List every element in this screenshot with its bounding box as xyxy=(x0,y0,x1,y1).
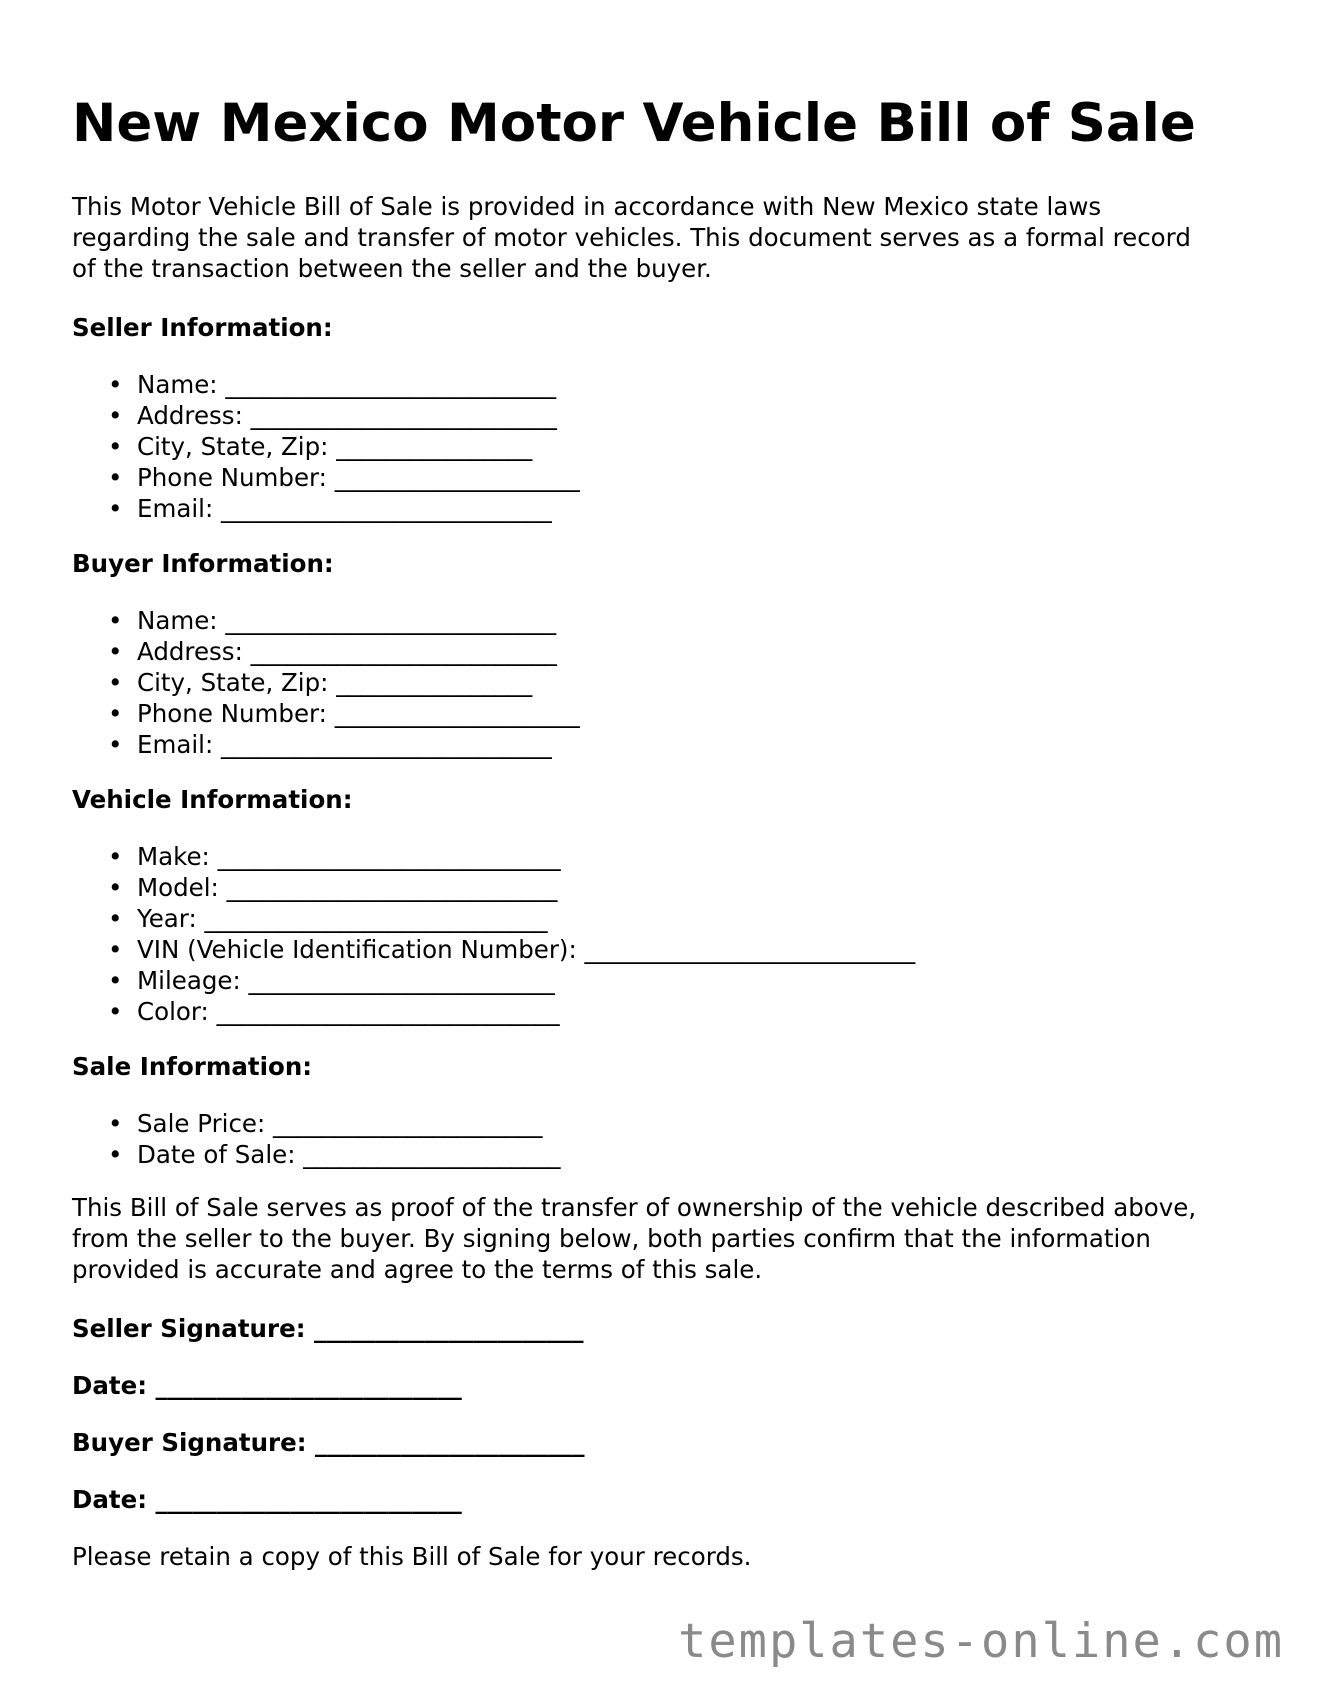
seller-city-state-zip-field[interactable]: • City, State, Zip: ________________ xyxy=(108,432,533,461)
sale-fields-list xyxy=(72,1108,561,1170)
bullet: • xyxy=(108,637,123,666)
seller-signature-line[interactable]: Seller Signature: ______________________ xyxy=(72,1314,584,1343)
seller-fields-list xyxy=(72,369,580,524)
bullet: • xyxy=(108,401,123,430)
bullet: • xyxy=(108,668,123,697)
buyer-name-field[interactable]: • Name: ___________________________ xyxy=(108,606,557,635)
bullet: • xyxy=(108,1109,123,1138)
bullet: • xyxy=(108,997,123,1026)
buyer-email-field[interactable]: • Email: ___________________________ xyxy=(108,730,552,759)
bullet: • xyxy=(108,873,123,902)
bullet: • xyxy=(108,730,123,759)
bullet: • xyxy=(108,904,123,933)
seller-heading: Seller Information: xyxy=(72,313,333,342)
buyer-address-field[interactable]: • Address: _________________________ xyxy=(108,637,557,666)
vehicle-vin-field[interactable]: • VIN (Vehicle Identification Number): ___________________________ xyxy=(108,935,916,964)
bullet: • xyxy=(108,1140,123,1169)
bullet: • xyxy=(108,463,123,492)
vehicle-model-field[interactable]: • Model: ___________________________ xyxy=(108,873,558,902)
seller-name-field[interactable]: • Name: ___________________________ xyxy=(108,370,557,399)
buyer-signature-line[interactable]: Buyer Signature: ______________________ xyxy=(72,1428,585,1457)
bullet: • xyxy=(108,494,123,523)
seller-address-field[interactable]: • Address: _________________________ xyxy=(108,401,557,430)
watermark-text: templates-online.com xyxy=(678,1614,1284,1669)
bullet: • xyxy=(108,699,123,728)
sale-price-field[interactable]: • Sale Price: ______________________ xyxy=(108,1109,543,1138)
vehicle-make-field[interactable]: • Make: ____________________________ xyxy=(108,842,561,871)
intro-paragraph: This Motor Vehicle Bill of Sale is provided in accordance with New Mexico state laws regarding the sale and transfer of motor vehicles. This document serves as a formal record of the transaction between the seller and the buyer. xyxy=(72,192,1191,283)
buyer-fields-list xyxy=(72,605,580,760)
buyer-city-state-zip-field[interactable]: • City, State, Zip: ________________ xyxy=(108,668,533,697)
buyer-heading: Buyer Information: xyxy=(72,549,334,578)
vehicle-year-field[interactable]: • Year: ____________________________ xyxy=(108,904,548,933)
bullet: • xyxy=(108,606,123,635)
vehicle-color-field[interactable]: • Color: ____________________________ xyxy=(108,997,560,1026)
bullet: • xyxy=(108,966,123,995)
page-title: New Mexico Motor Vehicle Bill of Sale xyxy=(72,93,1196,154)
buyer-phone-field[interactable]: • Phone Number: ____________________ xyxy=(108,699,580,728)
vehicle-mileage-field[interactable]: • Mileage: _________________________ xyxy=(108,966,555,995)
closing-paragraph: This Bill of Sale serves as proof of the transfer of ownership of the vehicle described above, from the seller to the buyer. By signing below, both parties confirm that the information provided is accurate and agree to the terms of this sale. xyxy=(72,1193,1197,1284)
retain-note: Please retain a copy of this Bill of Sale for your records. xyxy=(72,1542,752,1571)
bullet: • xyxy=(108,370,123,399)
bullet: • xyxy=(108,842,123,871)
vehicle-fields-list xyxy=(72,841,915,1027)
seller-date-line[interactable]: Date: _________________________ xyxy=(72,1371,462,1400)
buyer-date-line[interactable]: Date: _________________________ xyxy=(72,1485,462,1514)
bullet: • xyxy=(108,432,123,461)
bullet: • xyxy=(108,935,123,964)
seller-email-field[interactable]: • Email: ___________________________ xyxy=(108,494,552,523)
sale-heading: Sale Information: xyxy=(72,1052,313,1081)
vehicle-heading: Vehicle Information: xyxy=(72,785,353,814)
seller-phone-field[interactable]: • Phone Number: ____________________ xyxy=(108,463,580,492)
sale-date-field[interactable]: • Date of Sale: _____________________ xyxy=(108,1140,561,1169)
